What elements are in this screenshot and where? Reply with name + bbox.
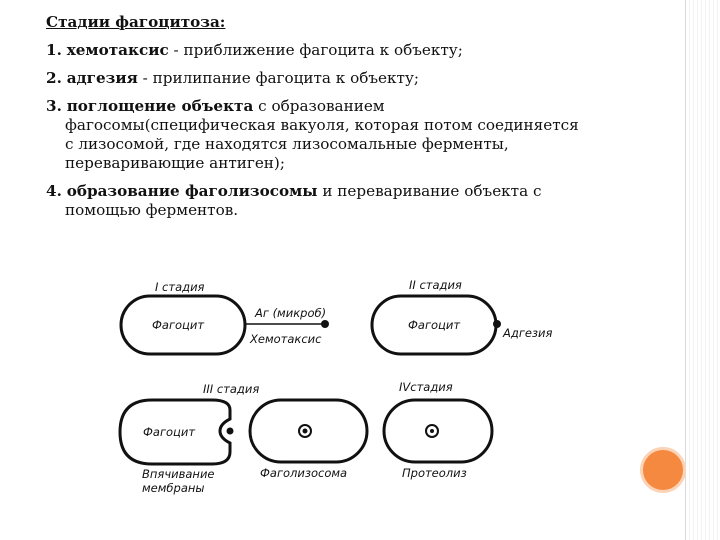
item-number: 4. xyxy=(46,182,62,200)
item-term: хемотаксис xyxy=(66,41,169,59)
stage2-process-label: Адгезия xyxy=(503,326,553,340)
stage1-label: I стадия xyxy=(155,280,205,294)
item-continuation: фагосомы(специфическая вакуоля, которая потом соединяется xyxy=(65,116,579,134)
stage2-cell-label: Фагоцит xyxy=(408,318,461,332)
vacuole-core-icon xyxy=(303,429,308,434)
slide-title: Стадии фагоцитоза: xyxy=(46,13,226,31)
item-continuation: помощью ферментов. xyxy=(65,201,239,219)
item-continuation: с лизосомой, где находятся лизосомальные ферменты, xyxy=(65,135,509,153)
stage1-cell-label: Фагоцит xyxy=(152,318,205,332)
microbe-icon xyxy=(321,320,329,328)
item-number: 3. xyxy=(46,97,62,115)
item-continuation: переваривающие антиген); xyxy=(65,154,285,172)
adhered-microbe-icon xyxy=(493,320,501,328)
item-text: с образованием xyxy=(253,97,385,115)
item-text: - приближение фагоцита к объекту; xyxy=(168,41,463,59)
item-text: и переваривание объекта с xyxy=(317,182,542,200)
engulfed-microbe-icon xyxy=(227,428,234,435)
stage4-label: IVстадия xyxy=(399,380,453,394)
stage1-process-label: Хемотаксис xyxy=(250,332,322,346)
item-term: образование фаголизосомы xyxy=(66,182,318,200)
stage3-process-label: Впячивание xyxy=(142,467,215,481)
item-number: 1. xyxy=(46,41,62,59)
stage1-object-label: Аг (микроб) xyxy=(255,306,327,320)
item-text: - прилипание фагоцита к объекту; xyxy=(137,69,419,87)
item-term: адгезия xyxy=(66,69,138,87)
decorative-circle xyxy=(640,447,686,493)
stage4-process-label: Протеолиз xyxy=(402,466,467,480)
vacuole-core-icon xyxy=(430,429,434,433)
stage3-result-label: Фаголизосома xyxy=(260,466,348,480)
item-term: поглощение объекта xyxy=(66,97,254,115)
stage3-cell-label: Фагоцит xyxy=(143,425,196,439)
stage2-label: II стадия xyxy=(409,278,462,292)
stage3-label: III стадия xyxy=(203,382,260,396)
item-number: 2. xyxy=(46,69,62,87)
stage3-process-label: мембраны xyxy=(142,481,205,495)
stage3-phagolysosome-cell xyxy=(250,400,367,462)
